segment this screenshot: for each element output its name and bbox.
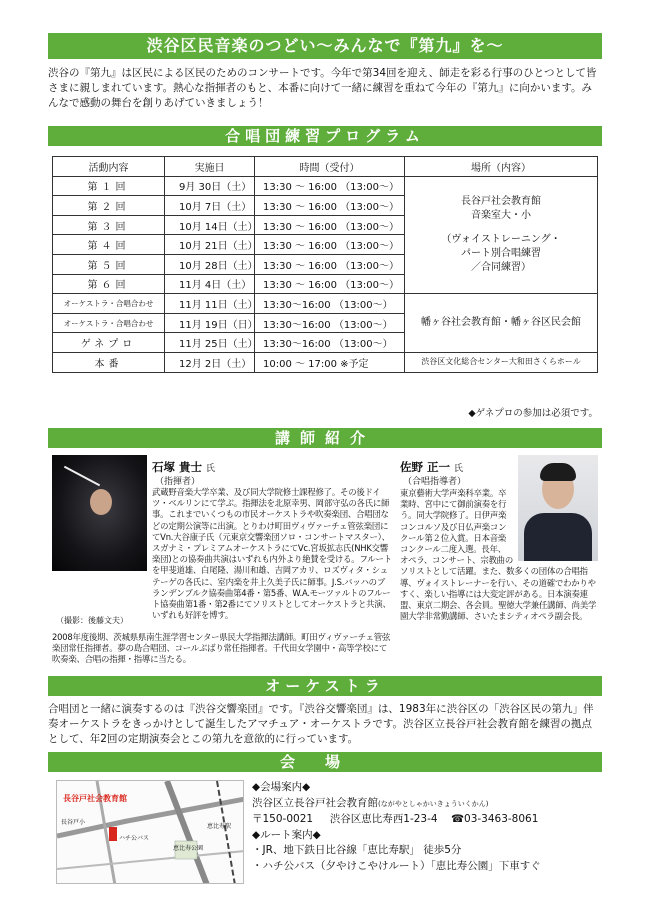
venue-address xyxy=(252,812,541,828)
row-date: 10月 14日（土） xyxy=(165,215,255,235)
venue-info xyxy=(252,780,541,874)
map-label: 恵比寿駅 xyxy=(207,823,232,830)
map-label: ハチ公バス xyxy=(119,835,150,842)
row-activity: 第４回 xyxy=(53,235,165,255)
chorus-master-role: （合唱指導者） xyxy=(403,477,467,487)
row-time: 13:30～16:00 （13:00～） xyxy=(255,313,405,333)
orchestra-text: 合唱団と一緒に演奏するのは『渋谷交響楽団』です。『渋谷交響楽団』は、1983年に渋谷区の「渋谷区民の第九」伴奏オーケストラをきっかけとして誕生したアマチュア・オーケストラです。渋谷区立長谷戸社会教育館を練習の拠点として、年2回の定期演奏会とこの第九を意欲的に行っています。 xyxy=(48,703,594,745)
photo-wrap-spacer xyxy=(514,488,598,564)
place-sakura-hall: 渋谷区文化総合センター大和田さくらホール xyxy=(405,352,598,372)
row-date: 11月 4日（土） xyxy=(165,274,255,294)
venue-heading: 会場 xyxy=(48,752,602,772)
venue-name-text: 渋谷区立長谷戸社会教育館 xyxy=(252,796,378,809)
table-row xyxy=(53,176,598,196)
table-row xyxy=(53,352,598,372)
phone-number: ☎03-3463-8061 xyxy=(450,813,539,825)
venue-name xyxy=(252,796,541,813)
row-date: 10月 21日（土） xyxy=(165,235,255,255)
route-train: ・JR、地下鉄日比谷線「恵比寿駅」 徒歩5分 xyxy=(252,844,462,856)
conductor-role: （指揮者） xyxy=(155,477,201,487)
genepro-note: ◆ゲネプロの参加は必須です。 xyxy=(468,408,598,419)
place-line: 長谷戸社会教育館 xyxy=(461,195,541,207)
guide-label: ◆会場案内◆ xyxy=(252,781,311,793)
venue-name-reading: (ながやとしゃかいきょういくかん) xyxy=(378,799,489,808)
conductor-suffix: 氏 xyxy=(206,464,216,474)
main-title: 渋谷区民音楽のつどい～みんなで『第九』を～ xyxy=(48,33,602,59)
row-time: 10:00 ～ 17:00 ※予定 xyxy=(255,352,405,372)
chorus-master-bio-body: 東京藝術大学声楽科卒業。卒業時、宮中にて御前演奏を行う。同大学院修了。日伊声楽コンコルソ及び日仏声楽コンクール第２位入賞。日本音楽コンクール二度入選。長年、オペラ、コンサート、宗教曲のソリストとして活躍。また、数多くの団体の合唱指導、ヴォイストレーナーを行い、その道確でわかりやすく、楽しい指導には大変定評がある。日本演奏連盟、東京二期会、各会員。聖徳大学兼任講師、尚美学園大学非常勤講師、さいたまシティオペラ副会長。 xyxy=(400,488,597,622)
row-activity: 第６回 xyxy=(53,274,165,294)
baton-shape xyxy=(64,466,100,487)
row-time: 13:30 ～ 16:00 （13:00～） xyxy=(255,196,405,216)
row-date: 11月 25日（土） xyxy=(165,333,255,353)
row-activity: 第２回 xyxy=(53,196,165,216)
program-heading: 合唱団練習プログラム xyxy=(48,126,602,146)
row-activity: 第３回 xyxy=(53,215,165,235)
row-activity: 第１回 xyxy=(53,176,165,196)
place-hasedo xyxy=(405,176,598,294)
row-date: 9月 30日（土） xyxy=(165,176,255,196)
intro-text: 渋谷の『第九』は区民による区民のためのコンサートです。今年で第34回を迎え、師走を彩る行事のひとつとして皆さまに親しまれています。熱心な指揮者のもと、本番に向けて一緒に練習を重ねて今年の『第九』に向かいます。みんなで感動の舞台を創りあげていきましょう！ xyxy=(48,67,597,109)
route-label: ◆ルート案内◆ xyxy=(252,828,321,841)
row-date: 11月 11日（土） xyxy=(165,294,255,314)
place-line: （ヴォイストレーニング・ xyxy=(441,233,561,245)
col-activity: 活動内容 xyxy=(53,157,165,177)
lecturers-heading: 講師紹介 xyxy=(48,428,602,448)
program-table xyxy=(52,156,598,373)
col-date: 実施日 xyxy=(165,157,255,177)
table-header-row xyxy=(53,157,598,177)
chorus-master-bio-text xyxy=(400,488,598,622)
conductor-bio: 武蔵野音楽大学卒業、及び同大学院修士課程修了。その後ドイツ・ベルリンにて学ぶ。指揮法を北原幸男、岡部守弘の各氏に師事。これまでいくつもの市民オーケストラや吹奏楽団、合唱団などの定期公演等に出演。とりわけ町田ヴィヴァーチェ管弦楽団にてVn.大谷康子氏（元東京交響楽団ソロ・コンサートマスター）、スガナミ・プレミアムオーケストラにてVc.宮坂拡志氏(NHK交響楽団)との協奏曲共演はいずれも内外より絶賛を受ける。フルートを甲斐道雄、白尾隆、湯川和雄、吉岡アカリ、ロズヴィタ・シュテーゲの各氏に、室内楽を井上久美子氏に師事。J.S.バッハのブランデンブルク協奏曲第4番・第5番、W.A.モーツァルトのフルート協奏曲第1番・第2番にてソリストとしてオーケストラと共演、いずれも好評を博す。 xyxy=(152,487,392,621)
route-bus: ・ハチ公バス（夕やけこやけルート）「恵比寿公園」下車すぐ xyxy=(252,859,541,872)
row-activity: 第５回 xyxy=(53,254,165,274)
place-hatagaya: 幡ヶ谷社会教育館・幡ヶ谷区民会館 xyxy=(405,294,598,353)
map-title: 長谷戸社会教育館 xyxy=(63,794,127,803)
postal-code: 〒150-0021 xyxy=(252,813,314,825)
conductor-name xyxy=(152,459,215,475)
place-line: ／合同練習） xyxy=(471,261,531,273)
venue-map xyxy=(56,780,244,884)
col-time: 時間（受付） xyxy=(255,157,405,177)
row-date: 10月 28日（土） xyxy=(165,254,255,274)
conductor-face xyxy=(90,489,112,515)
map-label: 長谷戸小 xyxy=(61,819,86,826)
row-time: 13:30 ～ 16:00 （13:00～） xyxy=(255,215,405,235)
row-activity: 本番 xyxy=(53,352,165,372)
conductor-bio-continued: 2008年度後期、茨城県県南生涯学習センター県民大学指揮法講師。町田ヴィヴァーチェ管弦楽団常任指揮者。夢の島合唱団、コールぶばり常任指揮者。千代田女学園中・高等学校にて吹奏楽、合唱の指揮・指導に当たる。 xyxy=(52,632,391,665)
row-time: 13:30 ～ 16:00 （13:00～） xyxy=(255,176,405,196)
row-activity: オーケストラ・合唱合わせ xyxy=(53,313,165,333)
hair-shape xyxy=(540,463,576,481)
conductor-photo xyxy=(52,455,147,571)
chorus-master-suffix: 氏 xyxy=(454,464,464,474)
col-place: 場所（内容） xyxy=(405,157,598,177)
row-date: 11月 19日（日） xyxy=(165,313,255,333)
conductor-name-text: 石塚 貴士 xyxy=(152,460,203,474)
row-date: 10月 7日（土） xyxy=(165,196,255,216)
table-row xyxy=(53,294,598,314)
row-time: 13:30～16:00 （13:00～） xyxy=(255,294,405,314)
row-time: 13:30～16:00 （13:00～） xyxy=(255,333,405,353)
place-line: 音楽室大・小 xyxy=(471,209,531,221)
orchestra-heading: オーケストラ xyxy=(48,676,602,696)
row-activity: ゲネプロ xyxy=(53,333,165,353)
row-date: 12月 2日（土） xyxy=(165,352,255,372)
row-time: 13:30 ～ 16:00 （13:00～） xyxy=(255,235,405,255)
map-label: 恵比寿公園 xyxy=(173,845,204,852)
chorus-master-name xyxy=(400,459,463,475)
row-time: 13:30 ～ 16:00 （13:00～） xyxy=(255,254,405,274)
address-text: 渋谷区恵比寿西1-23-4 xyxy=(329,813,438,825)
row-activity: オーケストラ・合唱合わせ xyxy=(53,294,165,314)
row-time: 13:30 ～ 16:00 （13:00～） xyxy=(255,274,405,294)
chorus-master-name-text: 佐野 正一 xyxy=(400,460,451,474)
photo-caption: （撮影：後藤文夫） xyxy=(56,616,128,625)
place-line: パート別合唱練習 xyxy=(461,247,541,259)
